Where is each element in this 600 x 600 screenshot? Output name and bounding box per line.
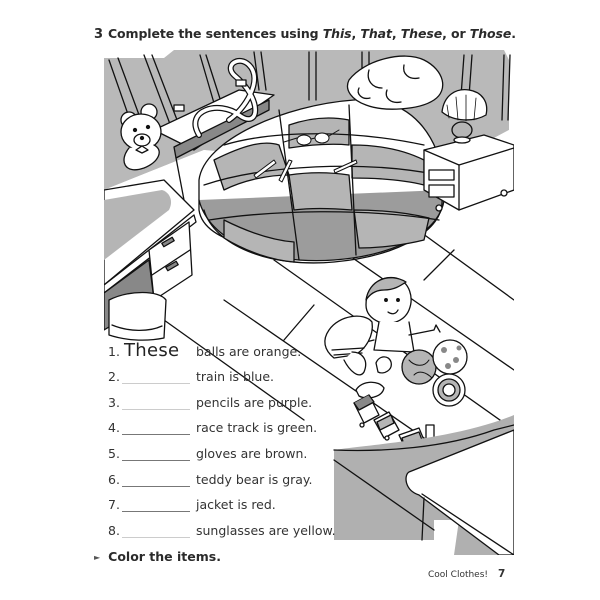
item-number: 1. — [108, 343, 120, 359]
answer-blank-2[interactable] — [122, 369, 190, 384]
item-number: 2. — [108, 369, 120, 385]
sentence-text: pencils are purple. — [196, 394, 313, 410]
item-number: 3. — [108, 394, 120, 410]
exercise-item-3 — [108, 384, 336, 410]
color-instruction: ► Color the items. — [94, 549, 221, 564]
exercise-item-2 — [108, 359, 336, 385]
answer-blank-3[interactable] — [122, 395, 190, 410]
sentence-text: teddy bear is gray. — [196, 471, 313, 487]
item-number: 8. — [108, 522, 120, 538]
item-number: 6. — [108, 471, 120, 487]
word-that: That — [360, 26, 392, 41]
sentence-text: gloves are brown. — [196, 445, 308, 461]
word-these: These — [400, 26, 443, 41]
item-number: 4. — [108, 420, 120, 436]
answer-blank-5[interactable] — [122, 446, 190, 461]
page-footer — [428, 568, 505, 580]
teddy-bear — [121, 104, 161, 170]
sentence-text: jacket is red. — [196, 497, 276, 513]
sentence-text: sunglasses are yellow. — [196, 522, 336, 538]
exercise-item-6 — [108, 461, 336, 487]
sentence-text: balls are orange. — [196, 343, 302, 359]
sentence-text: train is blue. — [196, 369, 275, 385]
page-number: 7 — [498, 568, 506, 580]
item-number: 7. — [108, 497, 120, 513]
exercise-item-7 — [108, 487, 336, 513]
exercise-instruction: 3 Complete the sentences using This, That, These, or Those. — [94, 26, 516, 42]
exercise-item-5 — [108, 435, 336, 461]
answer-blank-7[interactable] — [122, 497, 190, 512]
exercise-item-1 — [108, 333, 336, 359]
sentence-text: race track is green. — [196, 420, 318, 436]
answer-blank-1[interactable] — [122, 339, 190, 361]
exercise-list — [108, 333, 336, 538]
answer-blank-6[interactable] — [122, 472, 190, 487]
unit-title: Cool Clothes! — [428, 570, 489, 580]
answer-blank-4[interactable] — [122, 420, 190, 435]
exercise-item-4 — [108, 410, 336, 436]
answer-text: These — [124, 339, 180, 361]
exercise-number: 3 — [94, 27, 103, 42]
triangle-bullet-icon: ► — [94, 553, 101, 562]
answer-blank-8[interactable] — [122, 523, 190, 538]
item-number: 5. — [108, 445, 120, 461]
word-this: This — [322, 26, 352, 41]
word-those: Those — [469, 26, 512, 41]
exercise-item-8 — [108, 512, 336, 538]
